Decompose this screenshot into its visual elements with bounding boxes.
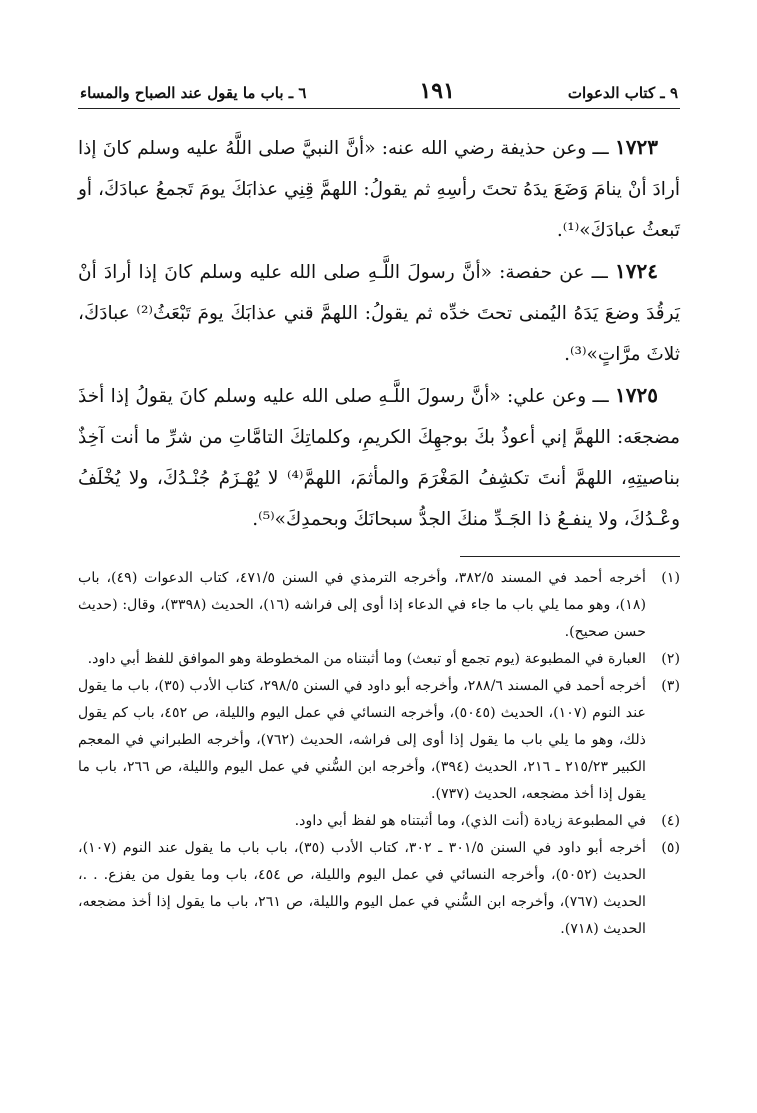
section-title: ٦ ـ باب ما يقول عند الصباح والمساء [80,84,307,102]
footnote [78,808,680,835]
footnote-text: أخرجه أبو داود في السنن ٣٠١/٥ ـ ٣٠٢، كتاب الأدب (٣٥)، باب باب ما يقول عند النوم (١٠٧)، الحديث (٥٠٥٢)، وأخرجه النسائي في عمل اليوم والليلة، ص ٤٥٤، باب وما يقول من يفزع. . .، الحديث (٧٦٧)، وأخرجه ابن السُّني في عمل اليوم والليلة، ص ٢٦١، باب ما يقول إذا أخذ مضجعه، الحديث (٧١٨). [78,840,647,937]
footnote-text: أخرجه أحمد في المسند ٣٨٢/٥، وأخرجه الترمذي في السنن ٤٧١/٥، كتاب الدعوات (٤٩)، باب (١٨)، وهو مما يلي باب ما جاء في الدعاء إذا أوى إلى فراشه (١٦)، الحديث (٣٣٩٨)، وقال: (حديث حسن صحيح). [78,570,646,640]
footnote-number: (٢) [661,651,680,667]
chapter-title: ٩ ـ كتاب الدعوات [567,84,678,102]
hadith-paragraph [78,375,680,540]
hadith-text: ـــ وعن حذيفة رضي الله عنه: «أنَّ النبيَّ صلى اللَّهُ عليه وسلم كانَ إذا أرادَ أنْ ينامَ وَضَعَ يدَهُ تحتَ رأسِهِ ثم يقولُ: اللهمَّ قِنِي عذابَكَ يومَ تَجمعُ عبادَكَ، أو تَبعثُ عبادَكَ»⁽¹⁾. [78,138,680,241]
hadith-text: ـــ عن حفصة: «أنَّ رسولَ اللَّـهِ صلى الله عليه وسلم كانَ إذا أرادَ أنْ يَرقُدَ وضعَ يَدَهُ اليُمنى تحتَ خدِّه ثم يقولُ: اللهمَّ قني عذابَكَ يومَ تَبْعَثُ⁽²⁾ عبادَكَ، ثلاثَ مرَّاتٍ»⁽³⁾. [78,262,681,365]
page-number: ١٩١ [419,78,455,104]
footnote-divider [460,556,680,557]
footnote [78,673,680,808]
footnote-number: (٤) [661,813,680,829]
footnotes [78,565,680,943]
footnote [78,565,680,646]
book-page [78,78,680,943]
hadith-text: ـــ وعن علي: «أنَّ رسولَ اللَّـهِ صلى الله عليه وسلم كانَ يقولُ إذا أخذَ مضجعَه: اللهمَّ إني أعوذُ بكَ بوجهِكَ الكريمِ، وكلماتِكَ التامَّاتِ من شرِّ ما أنت آخِذٌ بناصيتِهِ، اللهمَّ أنتَ تكشِفُ المَغْرَمَ والمأثمَ، اللهمَّ⁽⁴⁾ لا يُهْـزَمُ جُنْـدُكَ، ولا يُخْلَفُ وعْـدُكَ، ولا ينفـعُ ذا الجَـدِّ منكَ الجدُّ سبحانَكَ وبحمدِكَ»⁽⁵⁾. [78,386,680,530]
footnote-number: (١) [661,570,680,586]
main-text [78,127,680,540]
footnote-number: (٣) [661,678,680,694]
running-header [78,78,680,109]
hadith-number: ١٧٢٣ [615,135,658,159]
hadith-paragraph [78,127,680,251]
footnote [78,646,680,673]
footnote-text: أخرجه أحمد في المسند ٢٨٨/٦، وأخرجه أبو داود في السنن ٢٩٨/٥، كتاب الأدب (٣٥)، باب ما يقول عند النوم (١٠٧)، الحديث (٥٠٤٥)، وأخرجه النسائي في عمل اليوم والليلة، ص ٤٥٢، باب كم يقول ذلك، وهو ما يلي باب ما يقول إذا أوى إلى فراشه، الحديث (٧٦٢)، وأخرجه الطبراني في المعجم الكبير ٢١٥/٢٣ ـ ٢١٦، الحديث (٣٩٤)، وأخرجه ابن السُّني في عمل اليوم والليلة، ص ٢٦٦، باب ما يقول إذا أخذ مضجعه، الحديث (٧٣٧). [78,678,646,802]
footnote-number: (٥) [661,840,680,856]
footnote-text: في المطبوعة زيادة (أنت الذي)، وما أثبتناه هو لفظ أبي داود. [294,813,646,829]
footnote-text: العبارة في المطبوعة (يوم تجمع أو تبعث) وما أثبتناه من المخطوطة وهو الموافق للفظ أبي داود. [87,651,646,667]
footnote [78,835,680,943]
hadith-number: ١٧٢٤ [615,259,658,283]
hadith-number: ١٧٢٥ [615,383,658,407]
hadith-paragraph [78,251,680,375]
